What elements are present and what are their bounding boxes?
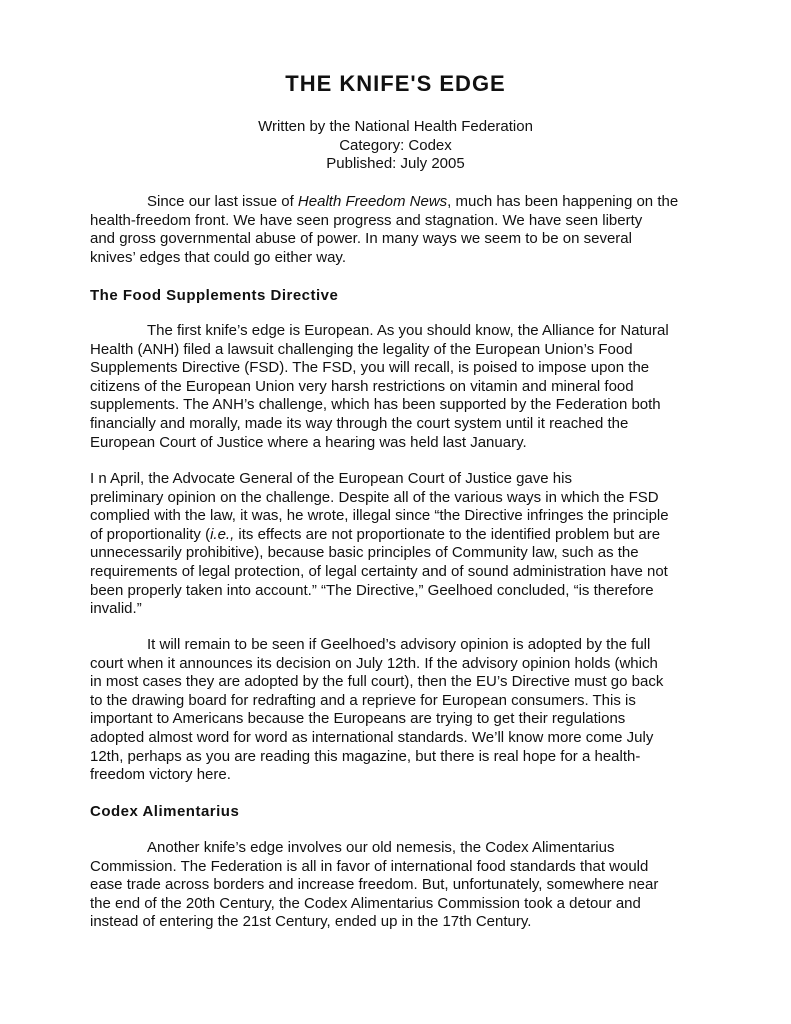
published-date: Published: July 2005 (326, 155, 465, 173)
text-line: Health (ANH) filed a lawsuit challenging the legality of the European Union’s Food (90, 340, 633, 358)
text-line: court when it announces its decision on July 12th. If the advisory opinion holds (which (90, 654, 658, 672)
text-line: preliminary opinion on the challenge. Despite all of the various ways in which the FSD (90, 488, 659, 506)
text-line: Commission. The Federation is all in favor of international food standards that would (90, 857, 649, 875)
text-segment: , much has been happening on the (447, 193, 679, 210)
text-segment: Since our last issue of (147, 193, 298, 210)
text-line: been properly taken into account.” “The Directive,” Geelhoed concluded, “is therefore (90, 581, 654, 599)
section-heading: The Food Supplements Directive (90, 287, 339, 304)
text-line (90, 193, 678, 212)
document-meta (0, 118, 791, 174)
text-line: financially and morally, made its way through the court system until it reached the (90, 414, 629, 432)
text-line: health-freedom front. We have seen progress and stagnation. We have seen liberty (90, 211, 643, 229)
text-line: the end of the 20th Century, the Codex Alimentarius Commission took a detour and (90, 894, 641, 912)
italic-text: Health Freedom News (297, 193, 448, 210)
text-line: in most cases they are adopted by the full court), then the EU’s Directive must go back (90, 673, 664, 691)
text-line: freedom victory here. (90, 766, 231, 784)
text-line: knives’ edges that could go either way. (90, 248, 346, 266)
paragraph (90, 322, 669, 452)
text-line: Supplements Directive (FSD). The FSD, you will recall, is poised to impose upon the (90, 359, 650, 377)
paragraph (90, 193, 678, 267)
text-line: instead of entering the 21st Century, ended up in the 17th Century. (90, 913, 532, 931)
text-line (90, 526, 669, 545)
paragraph (90, 470, 669, 619)
text-line: adopted almost word for word as international standards. We’ll know more come July (90, 728, 654, 746)
text-line: important to Americans because the Europeans are trying to get their regulations (90, 710, 626, 728)
text-segment: of proportionality ( (90, 525, 211, 543)
paragraph (90, 636, 663, 785)
text-line: I n April, the Advocate General of the European Court of Justice gave his (90, 470, 572, 487)
italic-text: i.e., (210, 525, 235, 543)
text-line: European Court of Justice where a hearing was held last January. (90, 433, 527, 451)
text-line: and gross governmental abuse of power. In many ways we seem to be on several (90, 230, 632, 248)
text-line: to the drawing board for redrafting and a reprieve for European consumers. This is (90, 691, 636, 709)
byline: Written by the National Health Federation (258, 118, 533, 135)
text-line: supplements. The ANH’s challenge, which has been supported by the Federation both (90, 396, 661, 414)
text-line: The first knife’s edge is European. As you should know, the Alliance for Natural (147, 322, 669, 339)
category: Category: Codex (339, 136, 452, 154)
text-line: Another knife’s edge involves our old nemesis, the Codex Alimentarius (147, 839, 615, 856)
text-line: requirements of legal protection, of legal certainty and of sound administration have not (90, 562, 668, 580)
text-line: 12th, perhaps as you are reading this magazine, but there is real hope for a health- (90, 747, 641, 765)
paragraph (90, 839, 658, 932)
text-line: unnecessarily prohibitive), because basic principles of Community law, such as the (90, 544, 639, 562)
text-line: It will remain to be seen if Geelhoed’s advisory opinion is adopted by the full (147, 636, 651, 653)
text-line: invalid.” (90, 600, 142, 618)
text-line: complied with the law, it was, he wrote, illegal since “the Directive infringes the principle (90, 507, 669, 525)
document-title: THE KNIFE'S EDGE (285, 71, 506, 96)
text-line: ease trade across borders and increase freedom. But, unfortunately, somewhere near (90, 876, 659, 894)
section-heading: Codex Alimentarius (90, 803, 240, 820)
text-segment: its effects are not proportionate to the identified problem but are (234, 525, 661, 543)
text-line: citizens of the European Union very harsh restrictions on vitamin and mineral food (90, 377, 634, 395)
